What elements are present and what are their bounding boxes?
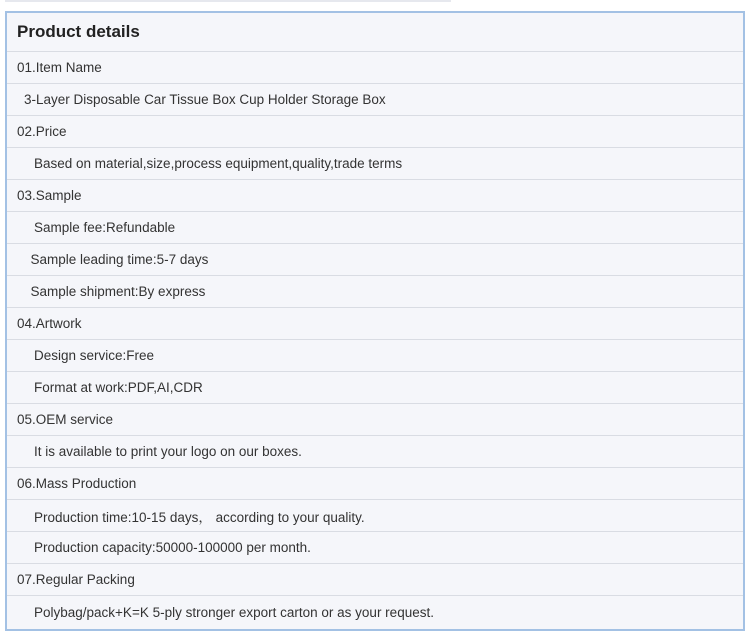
detail-item: Polybag/pack+K=K 5-ply stronger export carton or as your request. <box>34 604 434 620</box>
section-heading: 03.Sample <box>7 180 743 212</box>
detail-item: Design service:Free <box>7 340 743 372</box>
section-heading: 07.Regular Packing <box>7 564 743 596</box>
section-heading: 02.Price <box>7 116 743 148</box>
section-heading: 05.OEM service <box>7 404 743 436</box>
product-details-panel <box>5 11 745 631</box>
detail-item: Sample leading time:5-7 days <box>7 244 743 276</box>
details-list <box>7 52 743 628</box>
section-heading: 04.Artwork <box>7 308 743 340</box>
detail-item: Production capacity:50000-100000 per month. <box>7 532 743 564</box>
detail-item: Production time:10-15 days， according to your quality. <box>7 500 743 532</box>
detail-item: Sample fee:Refundable <box>7 212 743 244</box>
section-heading: 01.Item Name <box>7 52 743 84</box>
section-heading: 06.Mass Production <box>7 468 743 500</box>
page-title: Product details <box>17 22 140 41</box>
top-divider <box>5 0 451 2</box>
detail-item: Format at work:PDF,AI,CDR <box>7 372 743 404</box>
detail-item: 3-Layer Disposable Car Tissue Box Cup Holder Storage Box <box>7 84 743 116</box>
panel-header <box>7 13 743 52</box>
detail-item: It is available to print your logo on our boxes. <box>7 436 743 468</box>
detail-item: Based on material,size,process equipment,quality,trade terms <box>7 148 743 180</box>
detail-item: Sample shipment:By express <box>7 276 743 308</box>
